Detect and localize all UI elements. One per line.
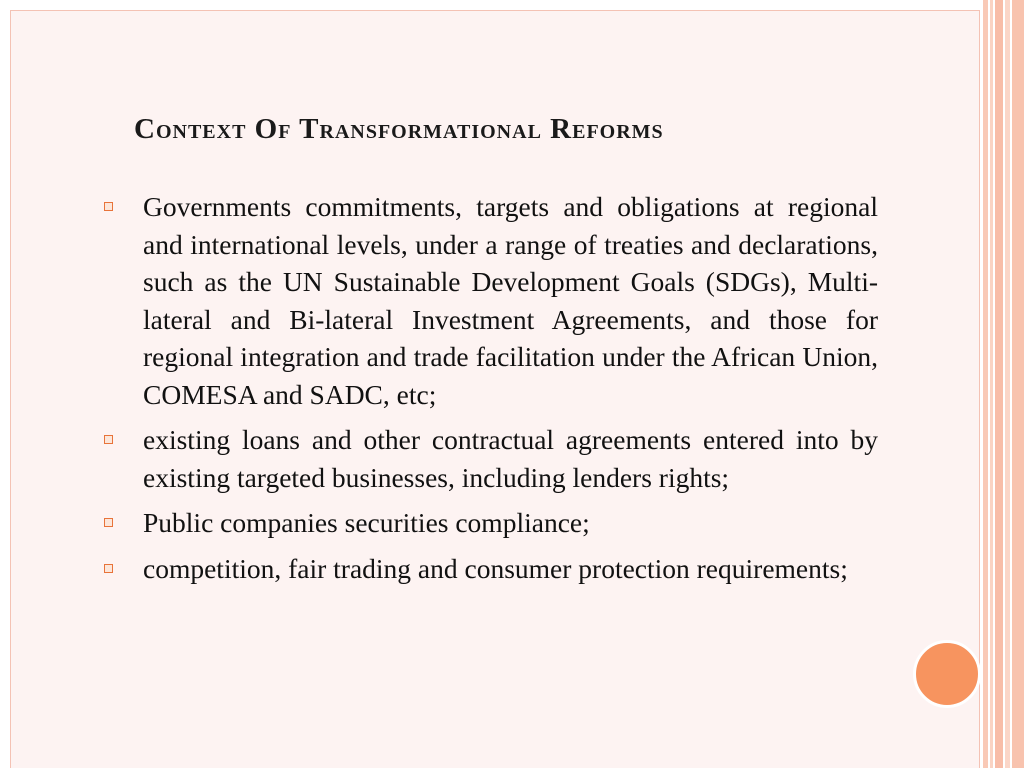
- checkbox-square-icon: [104, 564, 113, 573]
- bullet-item: [100, 504, 878, 542]
- bullet-item: [100, 550, 878, 588]
- bullet-text: existing loans and other contractual agreements entered into by existing targeted businesses, including lenders rights;: [143, 424, 878, 493]
- decorative-circle: [913, 640, 981, 708]
- bullet-text: competition, fair trading and consumer protection requirements;: [143, 552, 848, 584]
- checkbox-square-icon: [104, 202, 113, 211]
- decorative-stripe: [990, 0, 993, 768]
- decorative-stripe: [983, 0, 988, 768]
- decorative-stripe: [1012, 0, 1024, 768]
- bullet-text: Governments commitments, targets and obligations at regional and international levels, under a range of treaties and declarations, such as the UN Sustainable Development Goals (SDGs), Multi-lateral and Bi-lateral Investment Agreements, and those for regional integration and trade facilitation under the African Union, COMESA and SADC, etc;: [143, 191, 878, 410]
- checkbox-square-icon: [104, 435, 113, 444]
- bullet-list: [100, 188, 878, 595]
- bullet-item: [100, 421, 878, 496]
- bullet-item: [100, 188, 878, 413]
- checkbox-square-icon: [104, 518, 113, 527]
- slide-title: Context Of Transformational Reforms: [134, 113, 664, 145]
- decorative-stripe: [1005, 0, 1010, 768]
- bullet-text: Public companies securities compliance;: [143, 507, 590, 538]
- decorative-stripe: [995, 0, 1003, 768]
